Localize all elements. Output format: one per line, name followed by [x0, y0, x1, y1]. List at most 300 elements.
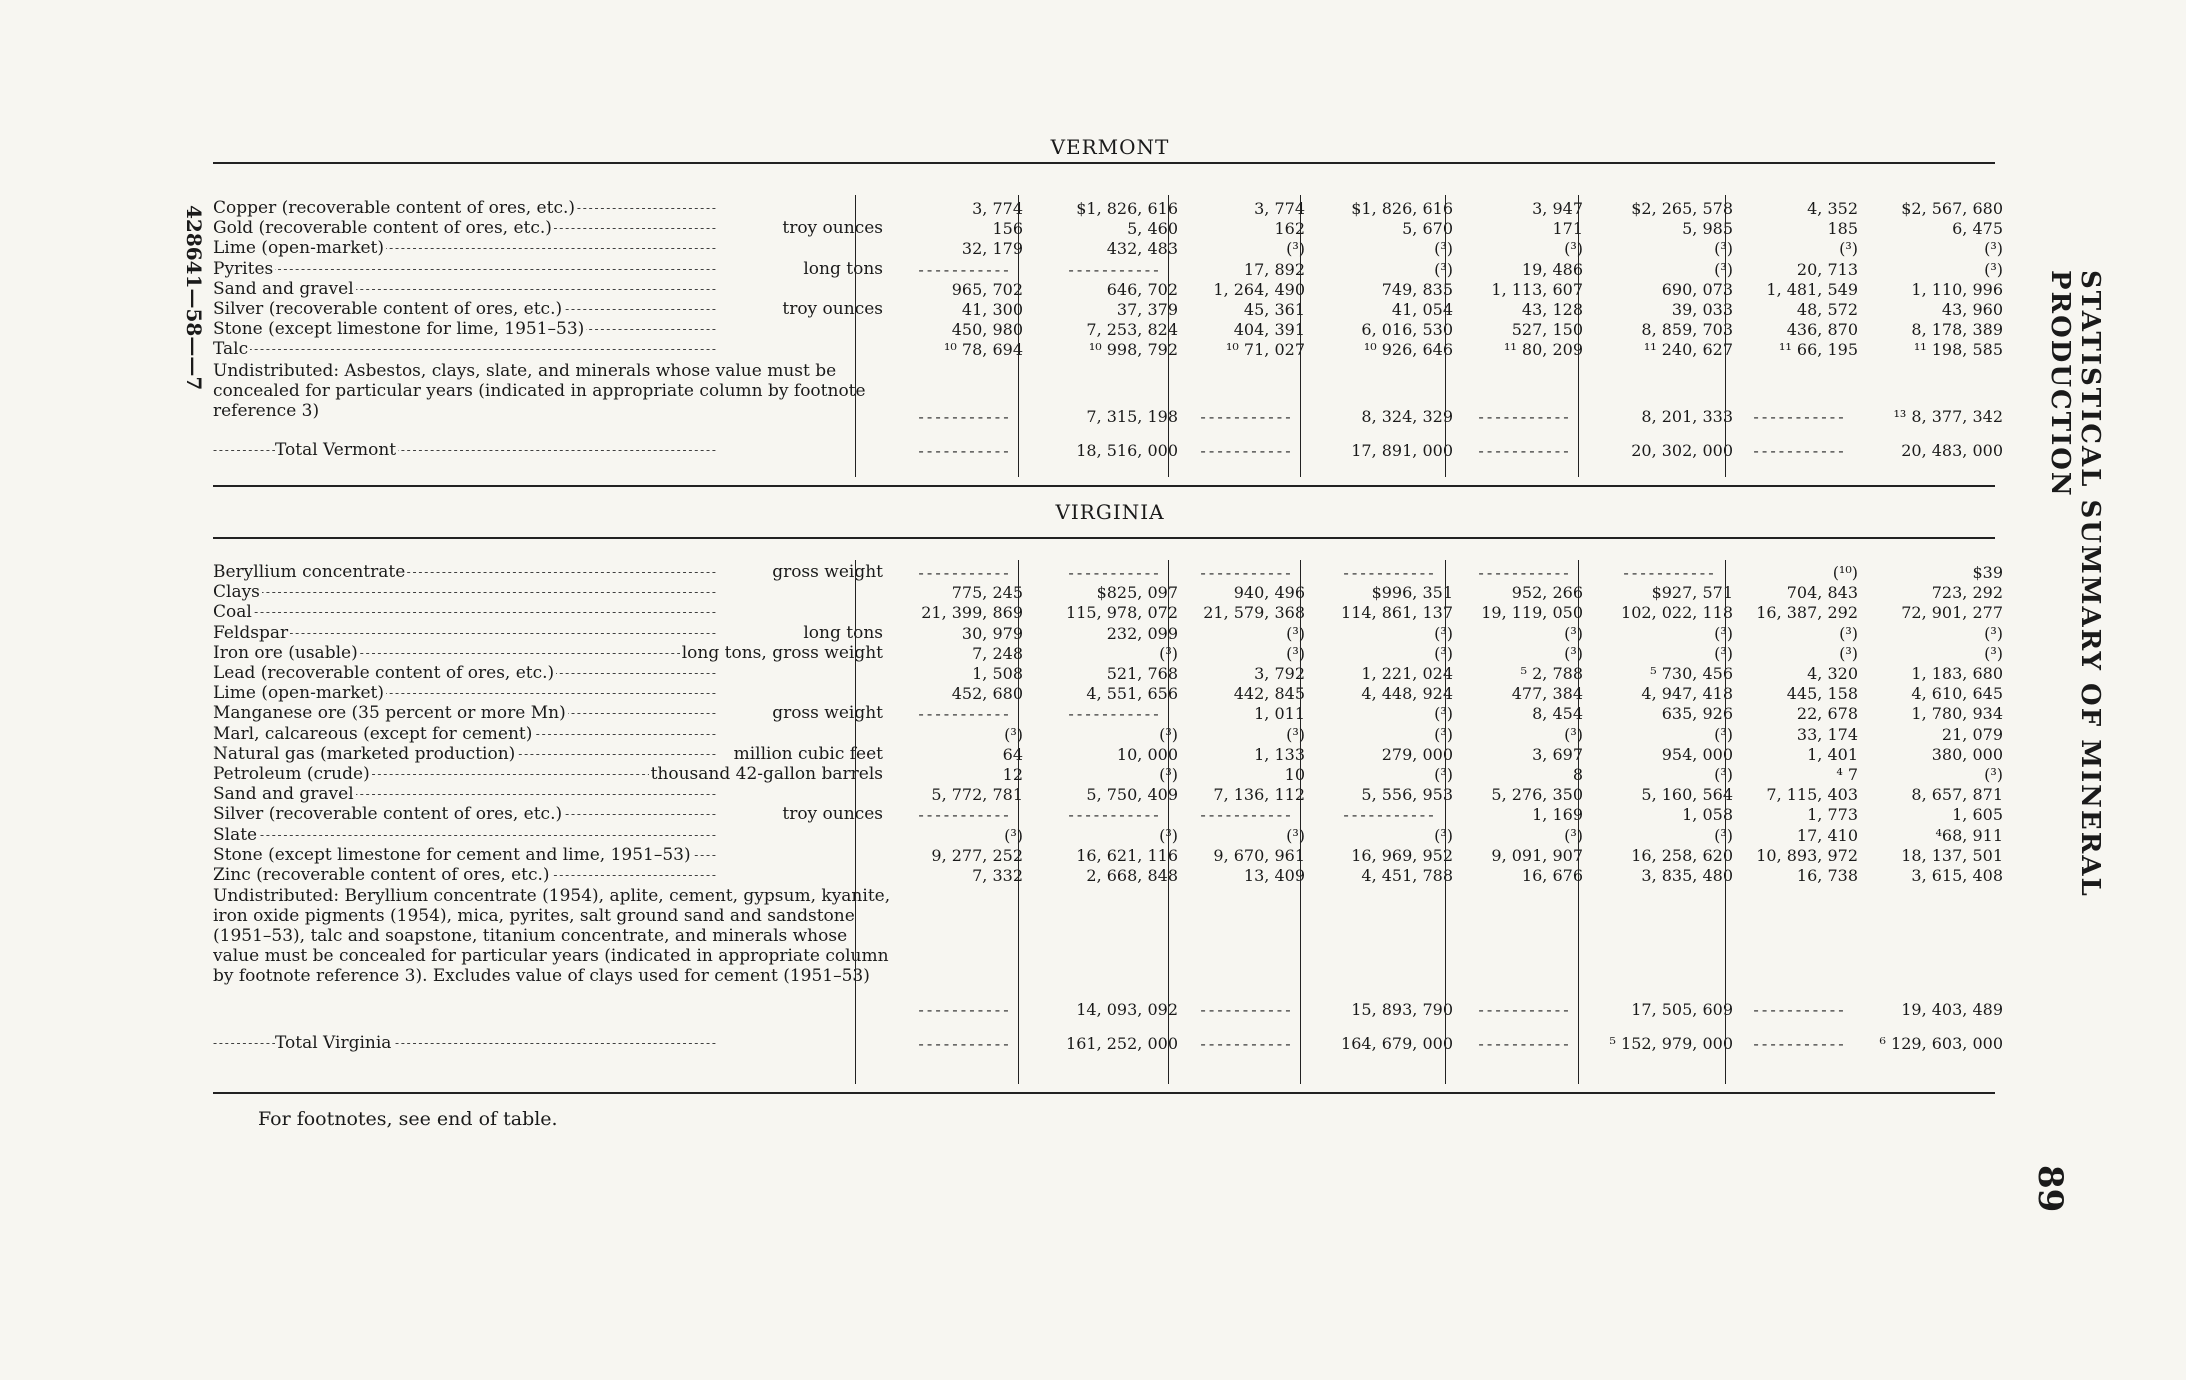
row-label	[213, 239, 893, 258]
table-cell: 17, 505, 609	[1631, 1000, 1733, 1020]
table-cell: - - - - - - - - - - -	[918, 406, 1008, 426]
table-cell: 3, 792	[1254, 664, 1305, 683]
table-cell: - - - - - - - - - - -	[1753, 1034, 1843, 1054]
row-label-text: Lead (recoverable content of ores, etc.)	[213, 664, 555, 683]
table-cell: (³)	[1564, 724, 1583, 744]
page-number: 89	[2030, 1165, 2070, 1213]
table-cell: - - - - - - - - - - -	[918, 805, 1008, 825]
column-rule	[1725, 195, 1726, 477]
table-cell: 952, 266	[1511, 583, 1583, 603]
row-label	[213, 866, 893, 885]
table-cell: ¹³ 8, 377, 342	[1893, 406, 2003, 426]
total-label-text: Total Virginia	[275, 1034, 392, 1054]
table-cell: 8, 657, 871	[1911, 785, 2003, 805]
table-cell: (³)	[1714, 623, 1733, 643]
table-cell: 8, 178, 389	[1911, 320, 2003, 340]
table-cell: 9, 091, 907	[1491, 845, 1583, 865]
table-cell: (³)	[1714, 239, 1733, 259]
table-cell: 13, 409	[1243, 866, 1305, 885]
table-cell: (³)	[1714, 765, 1733, 784]
printer-mark: 428641—58——7	[182, 205, 206, 391]
table-cell: 1, 264, 490	[1213, 279, 1305, 299]
column-rule	[1300, 195, 1301, 477]
table-cell: 1, 011	[1254, 704, 1305, 724]
table-cell: - - - - - - - - - - -	[1068, 704, 1158, 724]
table-cell: 164, 679, 000	[1341, 1034, 1453, 1054]
table-cell: 5, 460	[1127, 219, 1178, 239]
row-label	[213, 563, 893, 582]
table-cell: - - - - - - - - - - -	[1068, 259, 1158, 279]
table-cell: 37, 379	[1116, 300, 1178, 319]
table-cell: (³)	[1159, 643, 1178, 663]
table-cell: (³)	[1286, 623, 1305, 643]
table-cell: 452, 680	[951, 684, 1023, 704]
table-cell: (³)	[1984, 239, 2003, 259]
table-cell: 232, 099	[1106, 623, 1178, 643]
table-cell: 8, 324, 329	[1361, 406, 1453, 426]
table-cell: 1, 113, 607	[1491, 279, 1583, 299]
table-cell: 3, 947	[1532, 199, 1583, 218]
row-label-text: Silver (recoverable content of ores, etc.)	[213, 805, 563, 825]
row-label-text: Manganese ore (35 percent or more Mn)	[213, 704, 566, 724]
row-label-text: Clays	[213, 583, 260, 603]
virginia-bottom-rule	[213, 1092, 1995, 1094]
table-cell: 7, 253, 824	[1086, 320, 1178, 340]
table-cell: - - - - - - - - - - -	[918, 259, 1008, 279]
table-cell: 21, 579, 368	[1203, 603, 1305, 623]
row-label	[213, 260, 893, 279]
row-unit: troy ounces	[780, 219, 893, 238]
table-cell: 279, 000	[1381, 744, 1453, 764]
table-cell: 2, 668, 848	[1086, 866, 1178, 885]
table-cell: ¹⁰ 71, 027	[1226, 340, 1305, 360]
table-cell: (³)	[1159, 765, 1178, 784]
table-cell: (³)	[1159, 724, 1178, 744]
row-label-text: Copper (recoverable content of ores, etc.)	[213, 199, 575, 218]
table-cell: - - - - - - - - - - -	[1200, 1000, 1290, 1020]
table-cell: 8, 201, 333	[1641, 406, 1733, 426]
table-cell: (³)	[1984, 643, 2003, 663]
table-cell: 22, 678	[1796, 704, 1858, 724]
table-cell: (³)	[1839, 643, 1858, 663]
column-rule	[855, 560, 856, 1084]
row-unit: gross weight	[770, 563, 893, 582]
table-cell: 1, 058	[1682, 805, 1733, 825]
table-cell: 7, 332	[972, 866, 1023, 885]
column-rule	[1445, 195, 1446, 477]
table-cell: 450, 980	[951, 320, 1023, 340]
table-cell: - - - - - - - - - - -	[1343, 805, 1433, 825]
table-cell: (³)	[1839, 239, 1858, 259]
table-cell: ⁴68, 911	[1935, 825, 2003, 845]
table-cell: - - - - - - - - - - -	[1200, 805, 1290, 825]
virginia-top-rule	[213, 537, 1995, 539]
table-cell: $1, 826, 616	[1076, 199, 1178, 218]
table-cell: 17, 892	[1243, 259, 1305, 279]
row-label	[213, 219, 893, 238]
table-cell: - - - - - - - - - - -	[1200, 440, 1290, 460]
row-label	[213, 583, 893, 602]
table-cell: (³)	[1984, 623, 2003, 643]
table-cell: 404, 391	[1233, 320, 1305, 340]
table-cell: 5, 772, 781	[931, 785, 1023, 805]
table-cell: 4, 551, 656	[1086, 684, 1178, 704]
column-rule	[1168, 560, 1169, 1084]
table-cell: 41, 300	[961, 300, 1023, 319]
table-cell: 115, 978, 072	[1066, 603, 1178, 623]
table-cell: 1, 508	[972, 664, 1023, 683]
row-label	[213, 765, 893, 784]
table-cell: 4, 448, 924	[1361, 684, 1453, 704]
table-cell: 4, 947, 418	[1641, 684, 1733, 704]
row-label-text: Feldspar	[213, 623, 289, 643]
row-label-text: Lime (open-market)	[213, 239, 385, 259]
row-label-text: Marl, calcareous (except for cement)	[213, 724, 533, 744]
table-cell: ⁴ 7	[1836, 765, 1858, 784]
table-cell: 4, 610, 645	[1911, 684, 2003, 704]
table-cell: 1, 183, 680	[1911, 664, 2003, 683]
table-cell: 1, 221, 024	[1361, 664, 1453, 683]
row-label-text: Silver (recoverable content of ores, etc.)	[213, 300, 563, 319]
table-cell: (³)	[1434, 623, 1453, 643]
column-rule	[855, 195, 856, 477]
vermont-bottom-rule	[213, 485, 1995, 487]
table-cell: 185	[1827, 219, 1858, 239]
table-cell: 16, 387, 292	[1756, 603, 1858, 623]
table-cell: (³)	[1564, 825, 1583, 845]
table-cell: 19, 119, 050	[1481, 603, 1583, 623]
table-cell: 45, 361	[1243, 300, 1305, 319]
row-label-text: Beryllium concentrate	[213, 563, 406, 582]
row-label	[213, 704, 893, 723]
row-label	[213, 684, 893, 703]
table-cell: ¹¹ 240, 627	[1643, 340, 1733, 360]
table-cell: (³)	[1434, 765, 1453, 784]
table-cell: - - - - - - - - - - -	[1200, 406, 1290, 426]
table-cell: 5, 985	[1682, 219, 1733, 239]
table-cell: ¹⁰ 78, 694	[944, 340, 1023, 360]
total-label-text: Total Vermont	[275, 440, 397, 460]
column-rule	[1300, 560, 1301, 1084]
footnote: For footnotes, see end of table.	[258, 1108, 558, 1130]
row-label-text: Stone (except limestone for cement and lime, 1951–53)	[213, 845, 691, 865]
table-cell: 7, 136, 112	[1213, 785, 1305, 805]
row-unit: troy ounces	[780, 300, 893, 319]
table-cell: ¹¹ 198, 585	[1913, 340, 2003, 360]
table-cell: - - - - - - - - - - -	[1478, 563, 1568, 582]
table-cell: 965, 702	[951, 279, 1023, 299]
row-label	[213, 644, 893, 663]
table-cell: 161, 252, 000	[1066, 1034, 1178, 1054]
table-cell: - - - - - - - - - - -	[918, 440, 1008, 460]
table-cell: - - - - - - - - - - -	[1753, 1000, 1843, 1020]
row-label	[213, 805, 893, 824]
table-cell: 445, 158	[1786, 684, 1858, 704]
column-rule	[1578, 560, 1579, 1084]
row-label	[213, 340, 893, 359]
table-cell: 8, 859, 703	[1641, 320, 1733, 340]
table-cell: 527, 150	[1511, 320, 1583, 340]
table-cell: (³)	[1434, 825, 1453, 845]
table-cell: 10	[1284, 765, 1305, 784]
table-cell: 1, 110, 996	[1911, 279, 2003, 299]
table-cell: 9, 277, 252	[931, 845, 1023, 865]
table-cell: - - - - - - - - - - -	[1343, 563, 1433, 582]
row-label-text: Sand and gravel	[213, 279, 354, 299]
column-rule	[1018, 560, 1019, 1084]
table-cell: 1, 133	[1254, 744, 1305, 764]
row-unit: long tons	[801, 624, 893, 643]
table-cell: 8, 454	[1532, 704, 1583, 724]
table-cell: 3, 697	[1532, 744, 1583, 764]
table-cell: 72, 901, 277	[1901, 603, 2003, 623]
table-cell: 18, 516, 000	[1076, 440, 1178, 460]
row-label-text: Talc	[213, 340, 249, 360]
row-label	[213, 199, 893, 218]
table-cell: (³)	[1714, 643, 1733, 663]
table-cell: ⁵ 2, 788	[1520, 664, 1583, 683]
table-cell: 17, 410	[1796, 825, 1858, 845]
table-cell: - - - - - - - - - - -	[1478, 440, 1568, 460]
table-cell: 521, 768	[1106, 664, 1178, 683]
table-cell: ⁵ 730, 456	[1650, 664, 1733, 683]
table-cell: (³)	[1564, 643, 1583, 663]
column-rule	[1445, 560, 1446, 1084]
table-cell: (¹⁰)	[1832, 563, 1858, 582]
row-label	[213, 664, 893, 683]
table-cell: 16, 738	[1796, 866, 1858, 885]
row-unit: troy ounces	[780, 805, 893, 824]
table-cell: $39	[1972, 563, 2003, 582]
table-cell: (³)	[1286, 724, 1305, 744]
row-label	[213, 300, 893, 319]
table-cell: ⁶ 129, 603, 000	[1879, 1034, 2003, 1054]
table-cell: (³)	[1286, 825, 1305, 845]
table-cell: 114, 861, 137	[1341, 603, 1453, 623]
table-cell: $825, 097	[1096, 583, 1178, 603]
table-cell: 5, 556, 953	[1361, 785, 1453, 805]
table-cell: 3, 774	[1254, 199, 1305, 218]
table-cell: 3, 615, 408	[1911, 866, 2003, 885]
row-label-text: Gold (recoverable content of ores, etc.)	[213, 219, 552, 239]
table-cell: 12	[1002, 765, 1023, 784]
table-cell: 1, 773	[1807, 805, 1858, 825]
table-cell: 7, 115, 403	[1766, 785, 1858, 805]
table-cell: ¹⁰ 926, 646	[1363, 340, 1453, 360]
vermont-top-rule	[213, 162, 1995, 164]
table-cell: 21, 079	[1941, 724, 2003, 744]
table-cell: (³)	[1434, 239, 1453, 259]
row-label-text: Coal	[213, 603, 252, 623]
row-unit: gross weight	[770, 704, 893, 723]
undistributed-label: Undistributed: Asbestos, clays, slate, and minerals whose value must be concealed for particular years (indicated in appropriate column by footnote reference 3)	[213, 360, 866, 421]
table-cell: (³)	[1714, 259, 1733, 279]
row-unit: long tons, gross weight	[680, 644, 893, 663]
table-cell: 43, 960	[1941, 300, 2003, 319]
table-cell: - - - - - - - - - - -	[1753, 440, 1843, 460]
total-label	[213, 441, 893, 460]
table-cell: 442, 845	[1233, 684, 1305, 704]
table-cell: 6, 475	[1952, 219, 2003, 239]
table-cell: 3, 774	[972, 199, 1023, 218]
row-label	[213, 725, 893, 744]
table-cell: (³)	[1286, 239, 1305, 259]
table-cell: (³)	[1159, 825, 1178, 845]
table-cell: 7, 315, 198	[1086, 406, 1178, 426]
table-cell: 19, 486	[1521, 259, 1583, 279]
table-cell: (³)	[1564, 623, 1583, 643]
row-label-text: Petroleum (crude)	[213, 765, 370, 784]
table-cell: 8	[1572, 765, 1583, 784]
table-cell: 10, 893, 972	[1756, 845, 1858, 865]
table-cell: 646, 702	[1106, 279, 1178, 299]
table-cell: (³)	[1434, 704, 1453, 724]
table-cell: - - - - - - - - - - -	[1478, 406, 1568, 426]
table-cell: (³)	[1004, 825, 1023, 845]
row-label-text: Stone (except limestone for lime, 1951–53)	[213, 320, 585, 340]
table-cell: 20, 713	[1796, 259, 1858, 279]
table-cell: 21, 399, 869	[921, 603, 1023, 623]
table-cell: ¹¹ 66, 195	[1779, 340, 1858, 360]
table-cell: (³)	[1434, 643, 1453, 663]
table-cell: 5, 276, 350	[1491, 785, 1583, 805]
table-cell: 16, 621, 116	[1076, 845, 1178, 865]
table-cell: 17, 891, 000	[1351, 440, 1453, 460]
row-label-text: Iron ore (usable)	[213, 643, 358, 663]
table-cell: 43, 128	[1521, 300, 1583, 319]
table-cell: 1, 605	[1952, 805, 2003, 825]
table-cell: 4, 451, 788	[1361, 866, 1453, 885]
row-label	[213, 280, 893, 299]
table-cell: 690, 073	[1661, 279, 1733, 299]
table-cell: $2, 567, 680	[1901, 199, 2003, 218]
table-cell: 723, 292	[1931, 583, 2003, 603]
table-cell: (³)	[1839, 623, 1858, 643]
table-cell: 18, 137, 501	[1901, 845, 2003, 865]
table-cell: - - - - - - - - - - -	[918, 704, 1008, 724]
table-cell: 635, 926	[1661, 704, 1733, 724]
table-cell: ¹¹ 80, 209	[1504, 340, 1583, 360]
table-cell: (³)	[1714, 724, 1733, 744]
table-cell: (³)	[1434, 259, 1453, 279]
table-cell: 64	[1002, 744, 1023, 764]
vermont-section-title: VERMONT	[1050, 135, 1170, 159]
table-cell: 20, 483, 000	[1901, 440, 2003, 460]
row-label-text: Natural gas (marketed production)	[213, 744, 516, 764]
table-cell: 954, 000	[1661, 744, 1733, 764]
table-cell: 19, 403, 489	[1901, 1000, 2003, 1020]
table-cell: 775, 245	[951, 583, 1023, 603]
table-cell: (³)	[1984, 259, 2003, 279]
table-cell: - - - - - - - - - - -	[1753, 406, 1843, 426]
table-cell: 41, 054	[1391, 300, 1453, 319]
row-label	[213, 624, 893, 643]
table-cell: - - - - - - - - - - -	[918, 1000, 1008, 1020]
table-cell: 32, 179	[961, 239, 1023, 259]
table-cell: 30, 979	[961, 623, 1023, 643]
table-cell: - - - - - - - - - - -	[1478, 1034, 1568, 1054]
table-cell: 171	[1552, 219, 1583, 239]
table-cell: $1, 826, 616	[1351, 199, 1453, 218]
table-cell: 5, 750, 409	[1086, 785, 1178, 805]
row-label	[213, 826, 893, 845]
table-cell: 1, 401	[1807, 744, 1858, 764]
row-unit: long tons	[801, 260, 893, 279]
running-head: STATISTICAL SUMMARY OF MINERAL PRODUCTION	[2045, 270, 2105, 898]
table-cell: - - - - - - - - - - -	[1068, 563, 1158, 582]
table-cell: 156	[992, 219, 1023, 239]
table-cell: - - - - - - - - - - -	[918, 563, 1008, 582]
undistributed-label: Undistributed: Beryllium concentrate (1954), aplite, cement, gypsum, kyanite, iron oxide pigments (1954), mica, pyrites, salt ground sand and sandstone (1951–53), talc and soapstone, titanium concentrate, and minerals whose value must be concealed for particular years (indicated in appropriate column by footnote reference 3). Excludes value of clays used for cement (1951–53)	[213, 886, 891, 987]
table-cell: 432, 483	[1106, 239, 1178, 259]
row-unit: million cubic feet	[732, 745, 893, 764]
row-unit: thousand 42-gallon barrels	[649, 765, 893, 784]
row-label	[213, 846, 893, 865]
row-label	[213, 603, 893, 622]
row-label-text: Sand and gravel	[213, 785, 354, 805]
virginia-section-title: VIRGINIA	[1055, 500, 1165, 524]
table-cell: 436, 870	[1786, 320, 1858, 340]
table-cell: 749, 835	[1381, 279, 1453, 299]
table-cell: 15, 893, 790	[1351, 1000, 1453, 1020]
table-cell: ⁵ 152, 979, 000	[1609, 1034, 1733, 1054]
table-cell: 102, 022, 118	[1621, 603, 1733, 623]
table-cell: 16, 969, 952	[1351, 845, 1453, 865]
table-cell: 162	[1274, 219, 1305, 239]
table-cell: (³)	[1434, 724, 1453, 744]
column-rule	[1018, 195, 1019, 477]
table-cell: - - - - - - - - - - -	[1200, 563, 1290, 582]
table-cell: 704, 843	[1786, 583, 1858, 603]
table-cell: - - - - - - - - - - -	[1068, 805, 1158, 825]
row-label-text: Zinc (recoverable content of ores, etc.)	[213, 866, 550, 885]
column-rule	[1725, 560, 1726, 1084]
table-cell: 16, 258, 620	[1631, 845, 1733, 865]
table-cell: - - - - - - - - - - -	[1478, 1000, 1568, 1020]
table-cell: 10, 000	[1116, 744, 1178, 764]
table-cell: $927, 571	[1651, 583, 1733, 603]
table-cell: (³)	[1004, 724, 1023, 744]
row-label-text: Pyrites	[213, 259, 274, 279]
row-label-text: Slate	[213, 825, 258, 845]
table-cell: $996, 351	[1371, 583, 1453, 603]
table-cell: (³)	[1286, 643, 1305, 663]
table-cell: 5, 670	[1402, 219, 1453, 239]
table-cell: 3, 835, 480	[1641, 866, 1733, 885]
row-label	[213, 745, 893, 764]
table-cell: 4, 320	[1807, 664, 1858, 683]
table-cell: 9, 670, 961	[1213, 845, 1305, 865]
table-cell: 33, 174	[1796, 724, 1858, 744]
column-rule	[1168, 195, 1169, 477]
table-cell: 20, 302, 000	[1631, 440, 1733, 460]
table-cell: 6, 016, 530	[1361, 320, 1453, 340]
table-cell: $2, 265, 578	[1631, 199, 1733, 218]
table-cell: 1, 481, 549	[1766, 279, 1858, 299]
table-cell: 48, 572	[1796, 300, 1858, 319]
table-cell: - - - - - - - - - - -	[1623, 563, 1713, 582]
table-cell: 5, 160, 564	[1641, 785, 1733, 805]
table-cell: ¹⁰ 998, 792	[1088, 340, 1178, 360]
table-cell: (³)	[1564, 239, 1583, 259]
table-cell: 940, 496	[1233, 583, 1305, 603]
table-cell: (³)	[1984, 765, 2003, 784]
column-rule	[1578, 195, 1579, 477]
table-cell: - - - - - - - - - - -	[1200, 1034, 1290, 1054]
table-cell: - - - - - - - - - - -	[918, 1034, 1008, 1054]
table-cell: 380, 000	[1931, 744, 2003, 764]
total-label	[213, 1034, 893, 1053]
